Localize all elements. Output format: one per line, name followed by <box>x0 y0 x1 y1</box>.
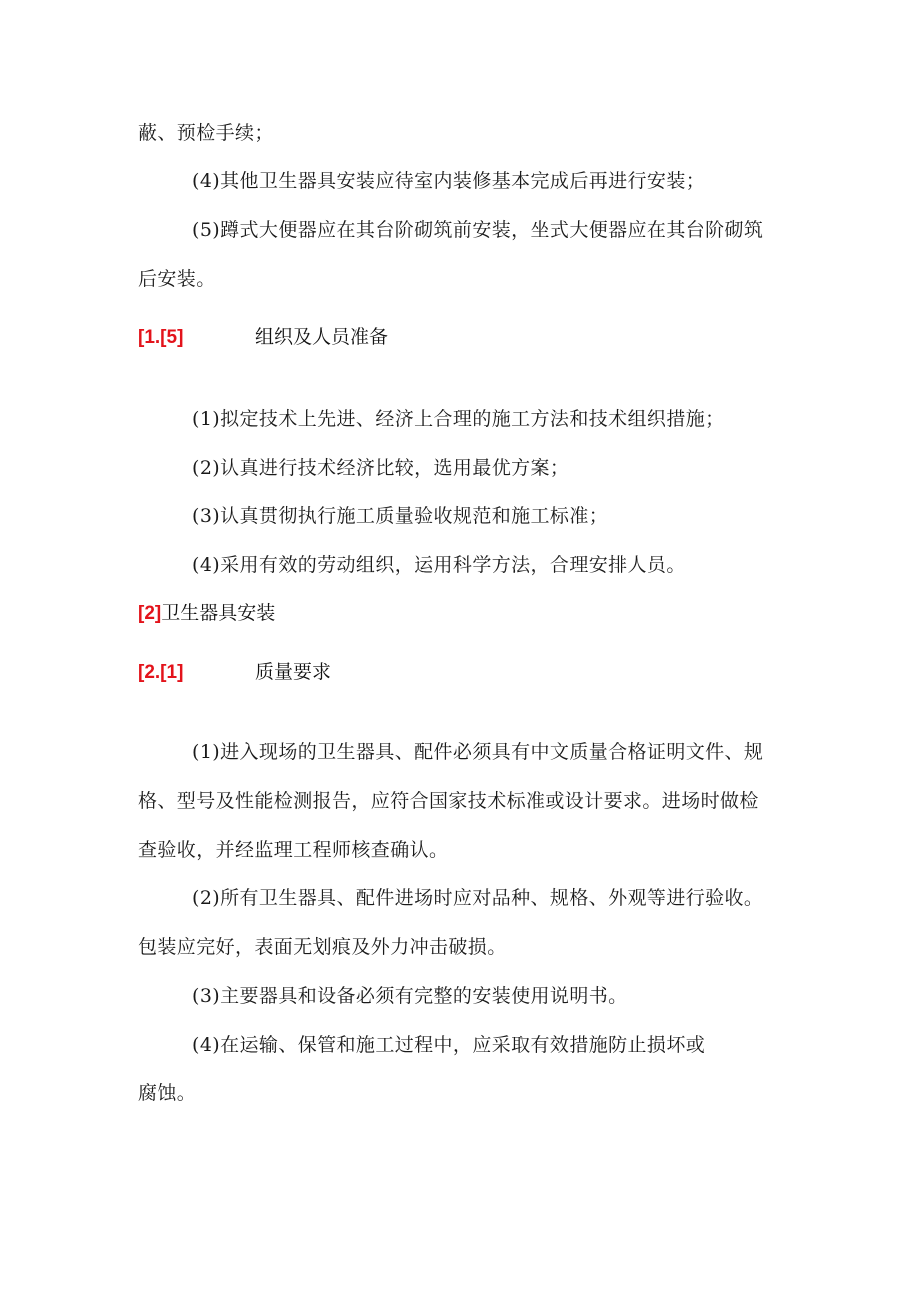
paragraph-line: (1)进入现场的卫生器具、配件必须具有中文质量合格证明文件、规 <box>192 741 764 763</box>
paragraph-line: 蔽、预检手续； <box>138 122 274 144</box>
list-item: (1)拟定技术上先进、经济上合理的施工方法和技术组织措施； <box>192 408 725 430</box>
section-heading-1-5 <box>138 327 389 348</box>
paragraph-line: (4)其他卫生器具安装应待室内装修基本完成后再进行安装； <box>192 170 706 192</box>
list-item: (2)认真进行技术经济比较，选用最优方案； <box>192 457 570 479</box>
paragraph-line: 腐蚀。 <box>138 1082 197 1104</box>
list-item: (3)认真贯彻执行施工质量验收规范和施工标准； <box>192 505 609 527</box>
section-number: [2] <box>138 603 162 624</box>
section-number: [2.[1] <box>138 662 184 683</box>
paragraph-line: (4)在运输、保管和施工过程中，应采取有效措施防止损坏或 <box>192 1034 706 1056</box>
paragraph-line: 格、型号及性能检测报告，应符合国家技术标准或设计要求。进场时做检 <box>138 790 759 812</box>
paragraph-line: 查验收，并经监理工程师核查确认。 <box>138 839 449 861</box>
section-number: [1.[5] <box>138 327 184 348</box>
paragraph-line: 包装应完好，表面无划痕及外力冲击破损。 <box>138 936 507 958</box>
section-title: 组织及人员准备 <box>255 327 389 348</box>
section-title: 卫生器具安装 <box>161 603 276 624</box>
paragraph-line: 后安装。 <box>138 268 216 290</box>
section-title: 质量要求 <box>255 662 332 683</box>
paragraph-line: (5)蹲式大便器应在其台阶砌筑前安装，坐式大便器应在其台阶砌筑 <box>192 219 764 241</box>
section-heading-2 <box>138 604 275 623</box>
paragraph-line: (2)所有卫生器具、配件进场时应对品种、规格、外观等进行验收。 <box>192 887 764 909</box>
section-heading-2-1 <box>138 662 332 683</box>
list-item: (4)采用有效的劳动组织，运用科学方法，合理安排人员。 <box>192 554 686 576</box>
paragraph-line: (3)主要器具和设备必须有完整的安装使用说明书。 <box>192 985 628 1007</box>
